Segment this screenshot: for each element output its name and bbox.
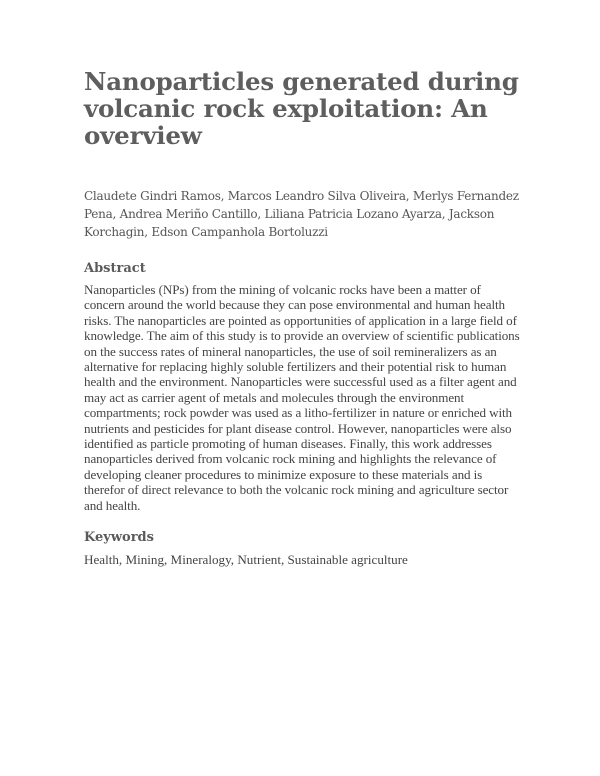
author-list: Claudete Gindri Ramos, Marcos Leandro Silva Oliveira, Merlys Fernandez Pena, Andrea Meriño Cantillo, Liliana Patricia Lozano Ayarza, Jackson Korchagin, Edson Campanhola Bortoluzzi (84, 189, 519, 239)
paper-title: Nanoparticles generated during volcanic rock exploitation: An overview (84, 67, 519, 150)
keywords-list: Health, Mining, Mineralogy, Nutrient, Sustainable agriculture (84, 552, 408, 568)
abstract-body: Nanoparticles (NPs) from the mining of volcanic rocks have been a matter of concern around the world because they can pose environmental and human health risks. The nanoparticles are pointed as opportunities of application in a large field of knowledge. The aim of this study is to provide an overview of scientific publications on the success rates of mineral nanoparticles, the use of soil remineralizers as an alternative for replacing highly soluble fertilizers and their potential risk to human health and the environment. Nanoparticles were successful used as a filter agent and may act as carrier agent of metals and molecules through the environment compartments; rock powder was used as a litho-fertilizer in nature or enriched with nutrients and pesticides for plant disease control. However, nanoparticles were also identified as particle promoting of human diseases. Finally, this work addresses nanoparticles derived from volcanic rock mining and highlights the relevance of developing cleaner procedures to minimize exposure to these materials and is therefor of direct relevance to both the volcanic rock mining and agriculture sector and health. (84, 282, 520, 513)
keywords-heading: Keywords (84, 530, 154, 546)
paper-page (84, 68, 524, 568)
abstract-heading: Abstract (84, 261, 146, 276)
